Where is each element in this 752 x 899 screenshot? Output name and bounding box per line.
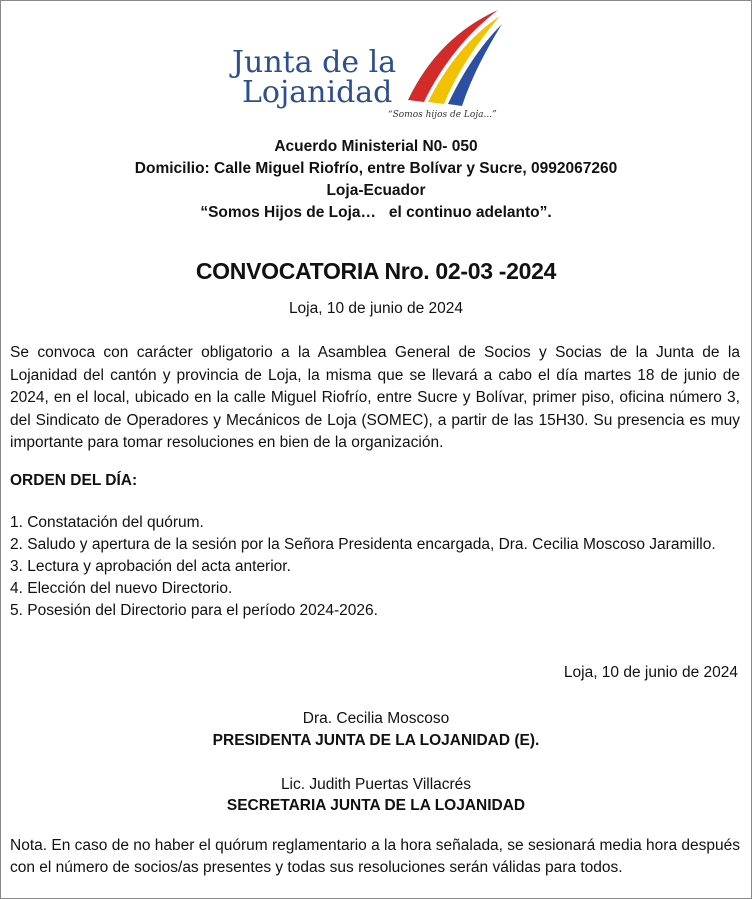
orden-title: ORDEN DEL DÍA: xyxy=(10,472,138,489)
list-item: 2. Saludo y apertura de la sesión por la Señora Presidenta encargada, Dra. Cecilia Moscoso Jaramillo. xyxy=(10,536,716,553)
nota: Nota. En caso de no haber el quórum reglamentario a la hora señalada, se sesionará media hora después con el número de socios/as presentes y todas sus resoluciones serán válidas para todos. xyxy=(10,837,740,876)
secretaria-name: Lic. Judith Puertas Villacrés xyxy=(280,776,472,793)
list-item: 4. Elección del nuevo Directorio. xyxy=(10,580,233,597)
logo-stripes-icon xyxy=(398,8,508,108)
logo-tagline: “Somos hijos de Loja...” xyxy=(388,110,497,120)
orden-list xyxy=(10,512,740,622)
date-bottom: Loja, 10 de junio de 2024 xyxy=(563,664,738,681)
page-title: CONVOCATORIA Nro. 02-03 -2024 xyxy=(195,258,557,284)
acuerdo-ministerial: Acuerdo Ministerial N0- 050 xyxy=(274,138,478,155)
logo-red-stripe xyxy=(408,10,498,102)
logo xyxy=(228,8,518,128)
list-item: 5. Posesión del Directorio para el período 2024-2026. xyxy=(10,602,378,619)
presidenta-title: PRESIDENTA JUNTA DE LA LOJANIDAD (E). xyxy=(212,732,540,749)
logo-text-line2: Lojanidad xyxy=(242,75,393,110)
date-top: Loja, 10 de junio de 2024 xyxy=(288,300,464,317)
secretaria-title: SECRETARIA JUNTA DE LA LOJANIDAD xyxy=(226,797,526,814)
presidenta-name: Dra. Cecilia Moscoso xyxy=(302,710,450,727)
list-item: 1. Constatación del quórum. xyxy=(10,514,204,531)
ciudad: Loja-Ecuador xyxy=(326,182,426,199)
convocatoria-body: Se convoca con carácter obligatorio a la Asamblea General de Socios y Socias de la Junta de la Lojanidad del cantón y provincia de Loja, la misma que se llevará a cabo el día martes 18 de junio de 2024, en el local, ubicado en la calle Miguel Riofrío, entre Sucre y Bolívar, primer piso, oficina número 3, del Sindicato de Operadores y Mecánicos de Loja (SOMEC), a partir de las 15H30. Su presencia es muy importante para tomar resoluciones en bien de la organización. xyxy=(10,344,740,451)
logo-text-line1: Junta de la xyxy=(232,45,397,80)
list-item: 3. Lectura y aprobación del acta anterior. xyxy=(10,558,291,575)
domicilio: Domicilio: Calle Miguel Riofrío, entre Bolívar y Sucre, 0992067260 xyxy=(134,160,618,177)
lema: “Somos Hijos de Loja… el continuo adelanto”. xyxy=(200,204,552,221)
